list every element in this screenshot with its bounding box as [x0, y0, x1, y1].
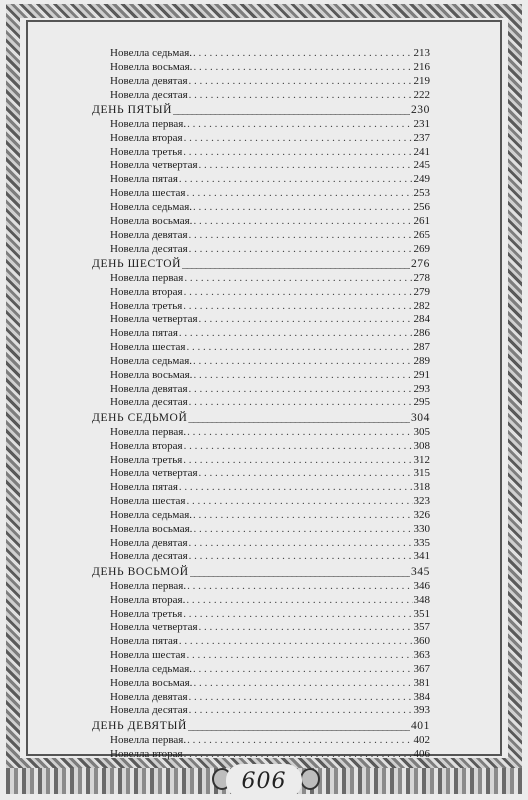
dot-leader — [184, 748, 413, 762]
toc-entry — [92, 621, 430, 635]
table-of-contents — [92, 47, 430, 761]
toc-entry-title: Новелла пятая — [110, 635, 178, 648]
toc-entry — [92, 341, 430, 355]
dot-leader — [199, 313, 413, 327]
toc-entry-title: Новелла шестая — [110, 341, 186, 354]
toc-entry-title: Новелла вторая — [110, 439, 183, 452]
page-number-cartouche — [226, 764, 302, 798]
toc-entry — [92, 355, 430, 369]
dot-leader — [186, 341, 412, 355]
dot-leader — [190, 566, 410, 580]
toc-entry-page: 291 — [413, 368, 430, 381]
dot-leader — [189, 691, 413, 705]
toc-entry-page: 253 — [413, 187, 430, 200]
toc-entry-title: Новелла первая. — [110, 425, 187, 438]
toc-entry-page: 381 — [413, 676, 430, 689]
dot-leader — [189, 243, 413, 257]
dot-leader — [184, 272, 412, 286]
toc-entry-title: Новелла шестая — [110, 649, 186, 662]
dot-leader — [184, 132, 413, 146]
toc-entry — [92, 75, 430, 89]
dot-leader — [189, 229, 413, 243]
toc-entry — [92, 61, 430, 75]
toc-entry-page: 326 — [413, 508, 430, 521]
toc-entry-title: Новелла шестая — [110, 187, 186, 200]
toc-entry-page: 305 — [413, 425, 430, 438]
toc-entry-page: 323 — [413, 495, 430, 508]
toc-entry — [92, 243, 430, 257]
toc-entry-page: 286 — [413, 327, 430, 340]
toc-entry-page: 231 — [413, 117, 430, 130]
toc-entry-page: 284 — [413, 313, 430, 326]
toc-entry-page: 249 — [413, 173, 430, 186]
toc-entry-page: 360 — [413, 635, 430, 648]
toc-entry — [92, 396, 430, 410]
toc-entry-title: Новелла восьмая. — [110, 60, 193, 73]
dot-leader — [193, 523, 412, 537]
toc-entry-title: Новелла четвертая — [110, 467, 198, 480]
toc-entry-page: 402 — [413, 733, 430, 746]
dot-leader — [187, 426, 412, 440]
dot-leader — [183, 608, 412, 622]
dot-leader — [188, 720, 410, 734]
toc-entry-title: Новелла третья — [110, 453, 183, 466]
dot-leader — [193, 509, 412, 523]
toc-entry-page: 265 — [413, 228, 430, 241]
dot-leader — [193, 355, 412, 369]
toc-entry — [92, 229, 430, 243]
toc-entry — [92, 608, 430, 622]
toc-entry-title: Новелла десятая — [110, 396, 188, 409]
toc-entry-page: 279 — [413, 285, 430, 298]
toc-entry — [92, 286, 430, 300]
dot-leader — [186, 594, 412, 608]
dot-leader — [193, 201, 412, 215]
dot-leader — [186, 649, 412, 663]
toc-entry-title: Новелла седьмая. — [110, 47, 193, 59]
toc-entry — [92, 201, 430, 215]
dot-leader — [193, 61, 412, 75]
dot-leader — [199, 467, 413, 481]
toc-entry — [92, 495, 430, 509]
toc-day-heading — [92, 258, 430, 272]
dot-leader — [193, 215, 412, 229]
toc-entry-page: 308 — [413, 439, 430, 452]
toc-entry-title: ДЕНЬ СЕДЬМОЙ — [92, 412, 188, 424]
toc-entry — [92, 677, 430, 691]
toc-entry-title: ДЕНЬ ВОСЬМОЙ — [92, 565, 189, 578]
toc-entry-title: ДЕНЬ ПЯТЫЙ — [92, 104, 172, 117]
dot-leader — [189, 383, 413, 397]
toc-entry — [92, 509, 430, 523]
toc-entry-page: 269 — [413, 242, 430, 255]
toc-day-heading — [92, 566, 430, 580]
toc-entry-title: Новелла восьмая. — [110, 676, 193, 689]
toc-entry-title: Новелла третья — [110, 145, 183, 158]
toc-entry — [92, 523, 430, 537]
dot-leader — [199, 159, 413, 173]
dot-leader — [183, 454, 412, 468]
dot-leader — [187, 580, 412, 594]
toc-entry-title: Новелла пятая — [110, 173, 178, 186]
toc-entry-page: 213 — [413, 47, 430, 59]
toc-entry-title: ДЕНЬ ШЕСТОЙ — [92, 258, 182, 271]
toc-entry-page: 293 — [413, 382, 430, 395]
toc-entry-page: 289 — [413, 354, 430, 367]
toc-entry — [92, 173, 430, 187]
toc-entry-page: 401 — [410, 719, 430, 732]
toc-entry — [92, 454, 430, 468]
toc-entry-title: Новелла седьмая. — [110, 508, 193, 521]
toc-entry-title: Новелла первая. — [110, 117, 187, 130]
dot-leader — [189, 75, 413, 89]
toc-entry — [92, 132, 430, 146]
toc-entry-title: Новелла третья — [110, 299, 183, 312]
toc-entry-title: Новелла восьмая. — [110, 214, 193, 227]
toc-entry — [92, 440, 430, 454]
toc-entry-page: 330 — [413, 522, 430, 535]
dot-leader — [186, 187, 412, 201]
toc-entry — [92, 47, 430, 61]
toc-entry-title: Новелла десятая — [110, 242, 188, 255]
toc-entry-title: Новелла первая. — [110, 733, 187, 746]
toc-entry-page: 304 — [410, 412, 430, 424]
toc-entry-title: Новелла вторая. — [110, 593, 186, 606]
toc-entry-page: 278 — [413, 271, 430, 284]
dot-leader — [199, 621, 413, 635]
dot-leader — [189, 89, 413, 103]
dot-leader — [183, 300, 412, 314]
toc-entry-title: Новелла девятая — [110, 690, 188, 703]
toc-entry — [92, 313, 430, 327]
dot-leader — [186, 495, 412, 509]
toc-entry-title: Новелла девятая — [110, 74, 188, 87]
toc-entry-title: Новелла вторая — [110, 131, 183, 144]
toc-entry-page: 384 — [413, 690, 430, 703]
toc-entry — [92, 146, 430, 160]
toc-entry-title: Новелла восьмая. — [110, 522, 193, 535]
dot-leader — [182, 258, 410, 272]
toc-entry-page: 315 — [413, 467, 430, 480]
toc-day-heading — [92, 104, 430, 118]
toc-entry-page: 357 — [413, 621, 430, 634]
toc-entry — [92, 663, 430, 677]
toc-entry-page: 230 — [410, 104, 430, 117]
toc-entry-page: 282 — [413, 299, 430, 312]
toc-entry-page: 346 — [413, 579, 430, 592]
toc-entry-page: 348 — [413, 593, 430, 606]
toc-entry-title: Новелла десятая — [110, 550, 188, 563]
toc-entry-title: Новелла третья — [110, 607, 183, 620]
dot-leader — [183, 146, 412, 160]
toc-entry-page: 312 — [413, 453, 430, 466]
toc-entry-page: 222 — [413, 88, 430, 101]
toc-entry-title: Новелла седьмая. — [110, 200, 193, 213]
dot-leader — [189, 537, 413, 551]
toc-entry-title: Новелла четвертая — [110, 621, 198, 634]
toc-entry-title: Новелла седьмая. — [110, 662, 193, 675]
toc-entry — [92, 215, 430, 229]
toc-entry — [92, 467, 430, 481]
toc-entry-page: 363 — [413, 649, 430, 662]
toc-entry-title: Новелла шестая — [110, 495, 186, 508]
toc-entry-title: Новелла девятая — [110, 228, 188, 241]
toc-entry-title: Новелла вторая — [110, 285, 183, 298]
toc-entry — [92, 649, 430, 663]
toc-entry-page: 219 — [413, 74, 430, 87]
toc-day-heading — [92, 412, 430, 426]
toc-entry-page: 351 — [413, 607, 430, 620]
toc-entry-page: 256 — [413, 200, 430, 213]
toc-entry — [92, 118, 430, 132]
toc-entry-title: Новелла десятая — [110, 704, 188, 717]
toc-entry — [92, 187, 430, 201]
toc-entry-page: 345 — [410, 565, 430, 578]
dot-leader — [179, 327, 413, 341]
dot-leader — [179, 173, 413, 187]
toc-entry-page: 241 — [413, 145, 430, 158]
dot-leader — [193, 677, 412, 691]
toc-entry — [92, 635, 430, 649]
dot-leader — [188, 412, 410, 426]
toc-entry-page: 295 — [413, 396, 430, 409]
toc-entry-page: 237 — [413, 131, 430, 144]
toc-entry-page: 367 — [413, 662, 430, 675]
toc-entry-title: Новелла девятая — [110, 382, 188, 395]
toc-entry — [92, 691, 430, 705]
toc-entry — [92, 580, 430, 594]
dot-leader — [189, 704, 413, 718]
toc-entry-page: 261 — [413, 214, 430, 227]
toc-entry-title: Новелла седьмая. — [110, 354, 193, 367]
toc-entry-title: Новелла вторая — [110, 747, 183, 760]
dot-leader — [184, 440, 413, 454]
toc-entry — [92, 748, 430, 762]
toc-entry — [92, 89, 430, 103]
page-number: 606 — [241, 768, 287, 794]
toc-entry-title: Новелла девятая — [110, 536, 188, 549]
toc-entry-title: Новелла первая. — [110, 579, 187, 592]
dot-leader — [187, 118, 412, 132]
toc-entry-title: Новелла четвертая — [110, 159, 198, 172]
dot-leader — [179, 481, 413, 495]
toc-entry — [92, 300, 430, 314]
toc-entry-title: Новелла пятая — [110, 481, 178, 494]
toc-entry-page: 245 — [413, 159, 430, 172]
ornament-icon — [300, 768, 320, 790]
toc-entry-page: 287 — [413, 341, 430, 354]
toc-entry-page: 393 — [413, 704, 430, 717]
toc-entry-title: Новелла первая — [110, 271, 184, 284]
toc-entry-title: Новелла пятая — [110, 327, 178, 340]
toc-entry — [92, 481, 430, 495]
dot-leader — [173, 104, 410, 118]
dot-leader — [179, 635, 413, 649]
toc-entry-title: Новелла десятая — [110, 88, 188, 101]
dot-leader — [187, 734, 412, 748]
toc-entry — [92, 272, 430, 286]
dot-leader — [184, 286, 413, 300]
dot-leader — [193, 369, 412, 383]
toc-entry-page: 318 — [413, 481, 430, 494]
dot-leader — [193, 47, 412, 61]
toc-entry — [92, 550, 430, 564]
toc-entry-page: 216 — [413, 60, 430, 73]
toc-entry-page: 276 — [410, 258, 430, 271]
toc-entry — [92, 537, 430, 551]
toc-entry-title: Новелла восьмая. — [110, 368, 193, 381]
toc-entry — [92, 327, 430, 341]
toc-entry — [92, 426, 430, 440]
toc-entry — [92, 159, 430, 173]
toc-entry — [92, 594, 430, 608]
toc-entry — [92, 734, 430, 748]
toc-entry-title: Новелла четвертая — [110, 313, 198, 326]
dot-leader — [193, 663, 412, 677]
toc-entry-title: ДЕНЬ ДЕВЯТЫЙ — [92, 719, 187, 732]
toc-entry-page: 341 — [413, 550, 430, 563]
toc-entry — [92, 704, 430, 718]
toc-entry — [92, 383, 430, 397]
toc-entry-page: 406 — [413, 747, 430, 760]
dot-leader — [189, 550, 413, 564]
toc-entry-page: 335 — [413, 536, 430, 549]
toc-entry — [92, 369, 430, 383]
dot-leader — [189, 396, 413, 410]
toc-day-heading — [92, 720, 430, 734]
